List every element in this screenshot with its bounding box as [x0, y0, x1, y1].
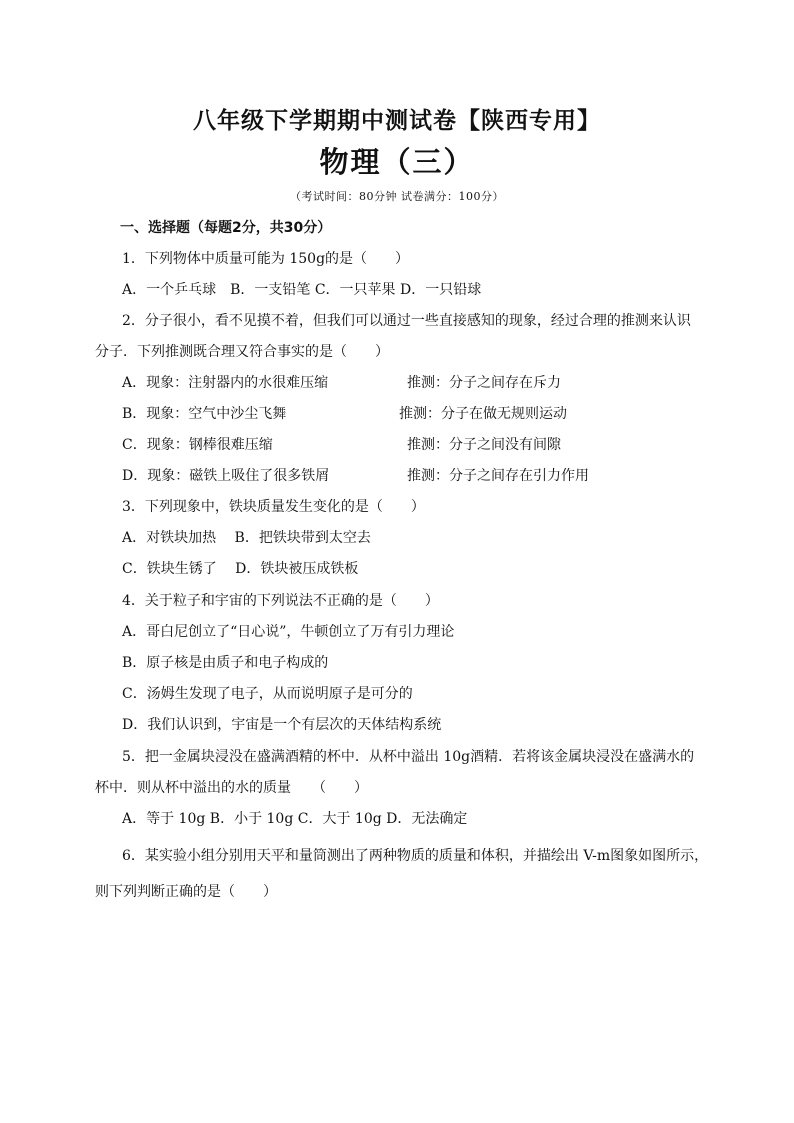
question-4-stem: 4．关于粒子和宇宙的下列说法不正确的是（ ）	[122, 593, 439, 609]
section-heading: 一、选择题（每题2分，共30分）	[120, 220, 332, 236]
question-2-option-a-inference: 推测：分子之间存在斥力	[407, 375, 561, 391]
question-2-stem-line1: 2．分子很小，看不见摸不着，但我们可以通过一些直接感知的现象，经过合理的推测来认识	[122, 313, 691, 329]
question-2-option-c-phenomenon: C．现象：钢棒很难压缩	[122, 437, 273, 453]
question-4-option-a: A．哥白尼创立了“日心说”，牛顿创立了万有引力理论	[122, 624, 455, 640]
question-2-option-d-inference: 推测：分子之间存在引力作用	[407, 468, 589, 484]
exam-meta: （考试时间：80分钟 试卷满分：100分）	[290, 190, 504, 203]
question-1-stem: 1．下列物体中质量可能为 150g的是（ ）	[122, 251, 410, 267]
question-1-options: A．一个乒乓球 B．一支铅笔 C．一只苹果 D．一只铅球	[122, 282, 482, 298]
question-4-option-c: C．汤姆生发现了电子，从而说明原子是可分的	[122, 686, 413, 702]
question-4-option-d: D．我们认识到，宇宙是一个有层次的天体结构系统	[122, 717, 442, 733]
exam-title: 八年级下学期期中测试卷【陕西专用】	[193, 108, 601, 134]
question-2-option-a-phenomenon: A．现象：注射器内的水很难压缩	[122, 375, 329, 391]
question-3-options-cd: C．铁块生锈了 D．铁块被压成铁板	[122, 561, 359, 577]
question-5-stem-line1: 5．把一金属块浸没在盛满酒精的杯中．从杯中溢出 10g酒精．若将该金属块浸没在盛满水的	[122, 749, 695, 765]
question-2-option-b-phenomenon: B．现象：空气中沙尘飞舞	[122, 406, 287, 422]
question-4-option-b: B．原子核是由质子和电子构成的	[122, 655, 329, 671]
question-5-stem-line2: 杯中．则从杯中溢出的水的质量 （ ）	[95, 780, 368, 796]
question-2-stem-line2: 分子．下列推测既合理又符合事实的是（ ）	[95, 344, 389, 360]
question-2-option-b-inference: 推测：分子在做无规则运动	[399, 406, 567, 422]
question-5-options: A．等于 10g B．小于 10g C．大于 10g D．无法确定	[122, 811, 468, 827]
question-6-stem-line1: 6．某实验小组分别用天平和量筒测出了两种物质的质量和体积，并描绘出 V-m图象如图所示，	[122, 848, 709, 864]
exam-subtitle: 物理（三）	[319, 145, 475, 179]
question-3-options-ab: A．对铁块加热 B．把铁块带到太空去	[122, 530, 371, 546]
question-2-option-c-inference: 推测：分子之间没有间隙	[407, 437, 561, 453]
question-6-stem-line2: 则下列判断正确的是（ ）	[95, 884, 277, 900]
question-3-stem: 3．下列现象中，铁块质量发生变化的是（ ）	[122, 499, 425, 515]
question-2-option-d-phenomenon: D．现象：磁铁上吸住了很多铁屑	[122, 468, 330, 484]
